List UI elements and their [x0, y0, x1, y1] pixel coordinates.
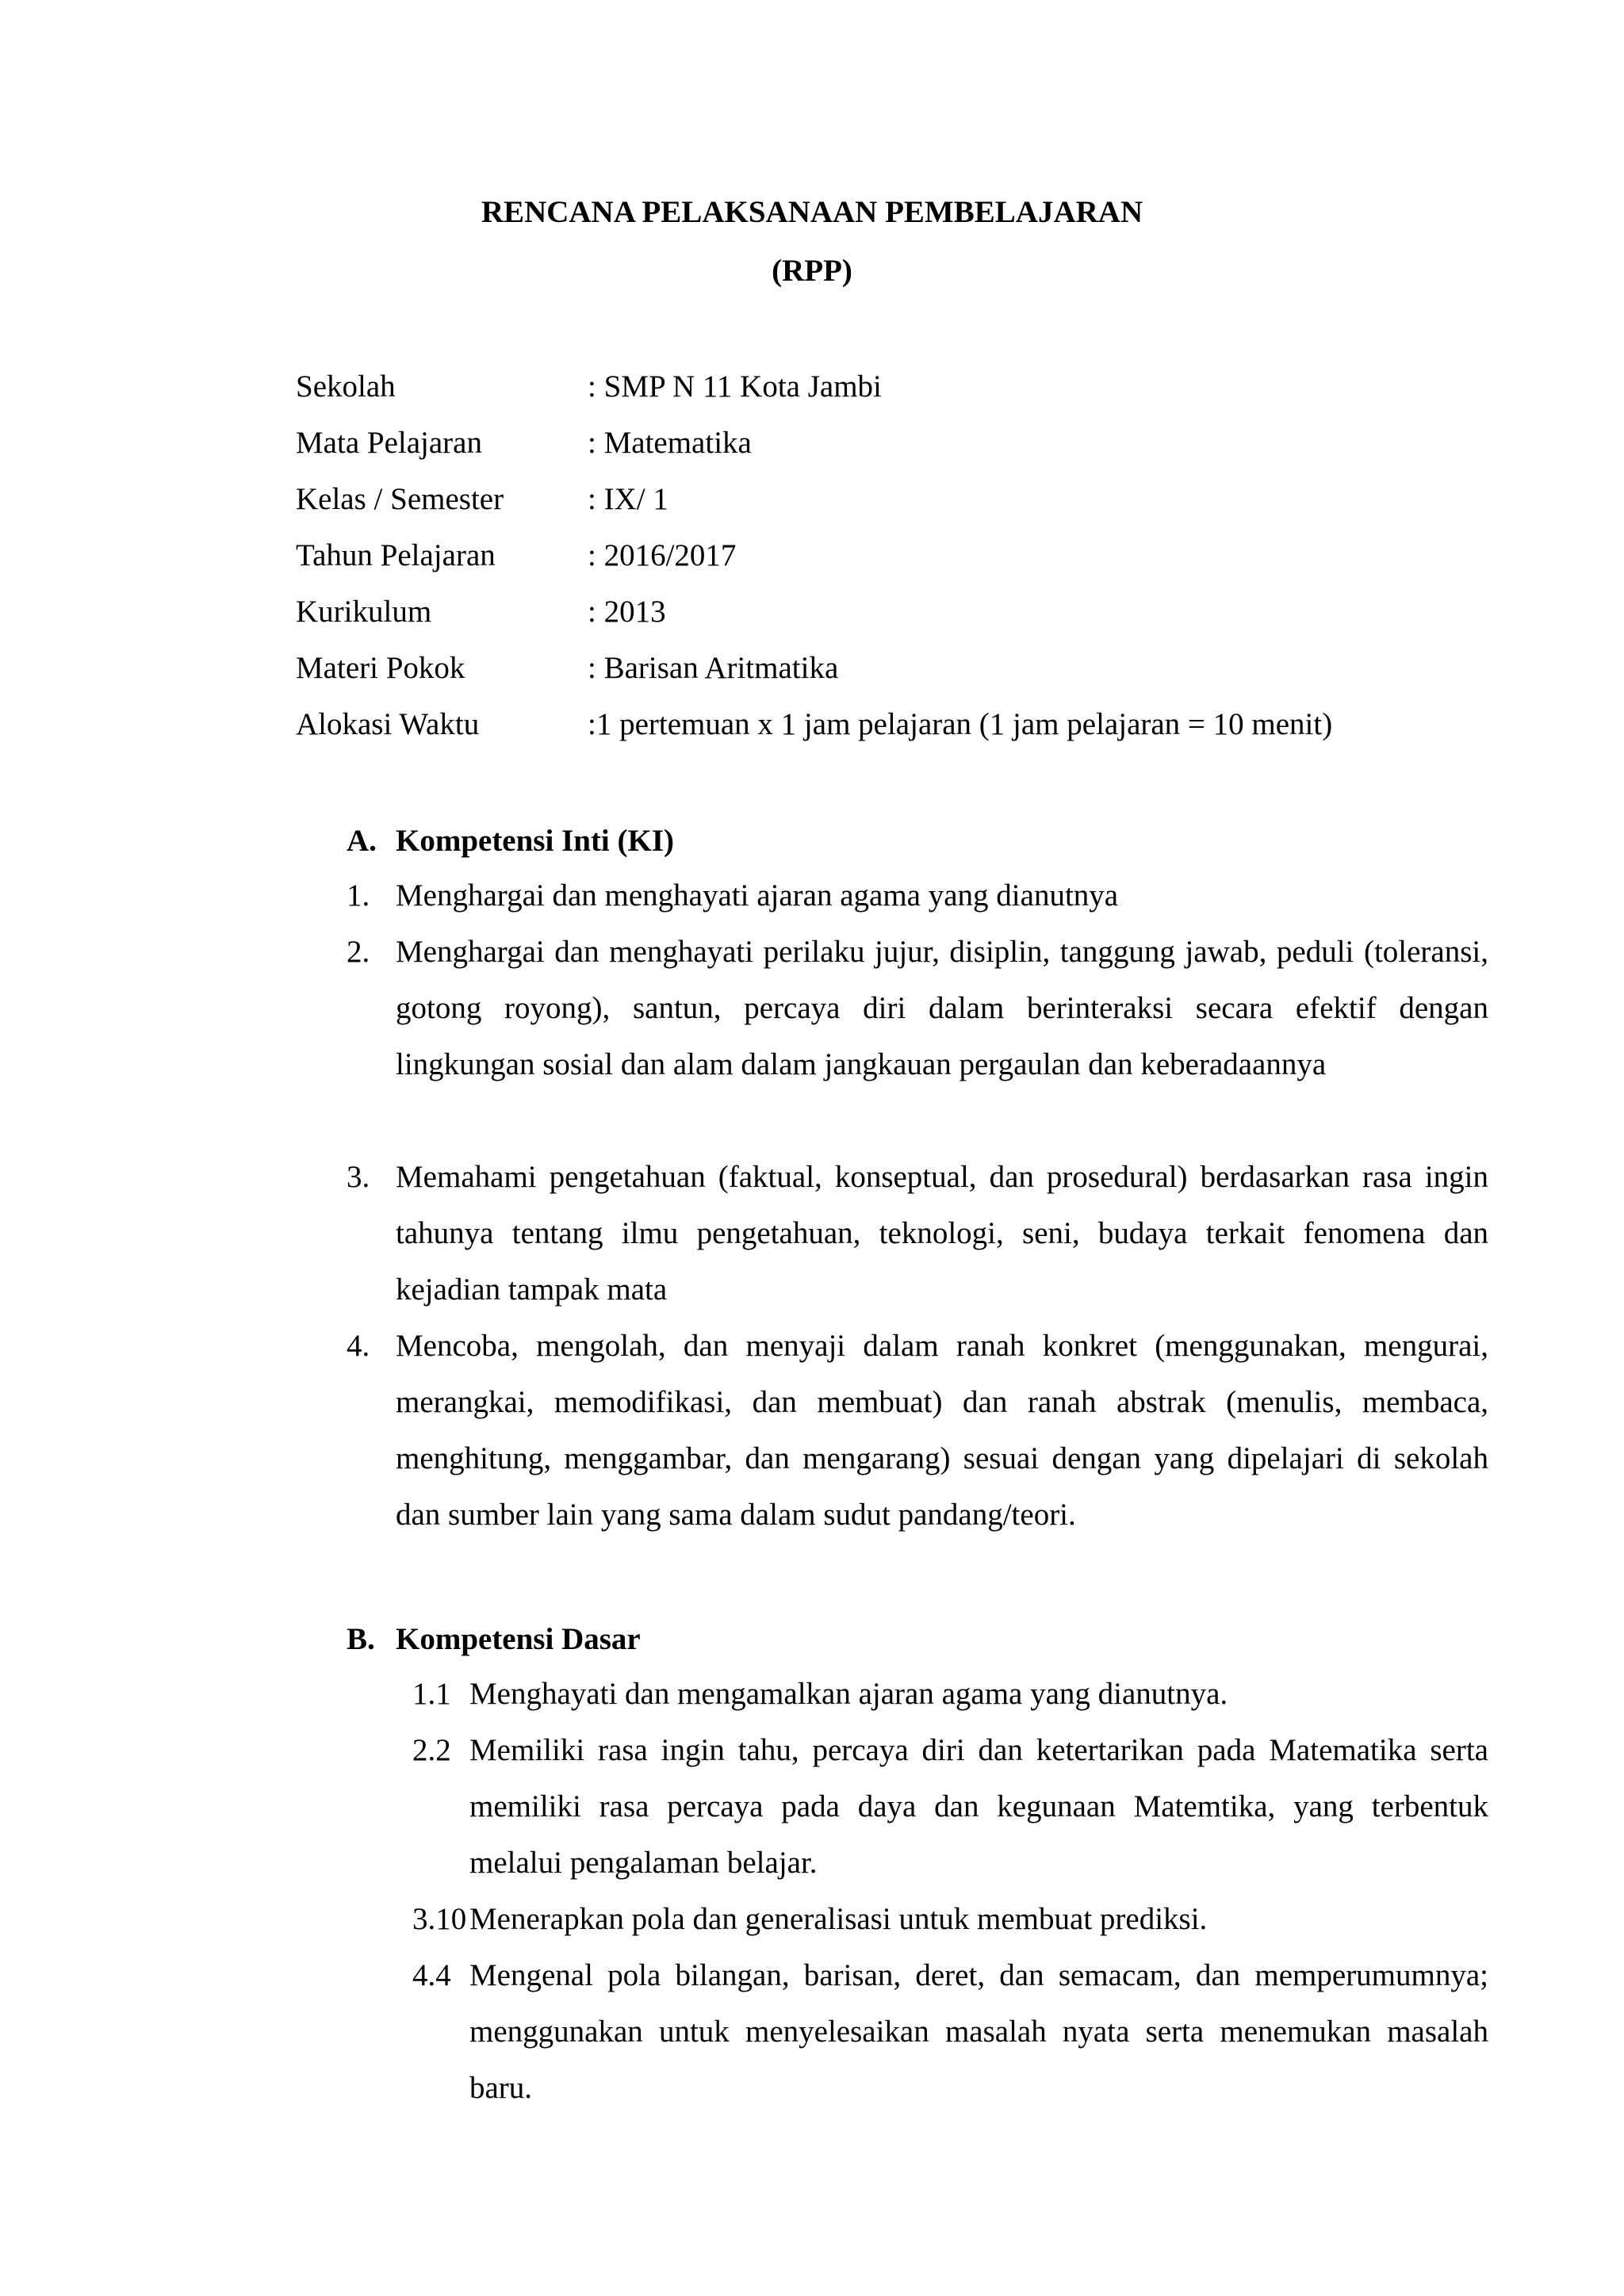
info-value: : Matematika: [588, 426, 752, 460]
item-number: 1.: [347, 878, 370, 913]
info-label: Sekolah: [296, 369, 396, 404]
info-value: :1 pertemuan x 1 jam pelajaran (1 jam pelajaran = 10 menit): [588, 707, 1333, 741]
list-item: [347, 867, 1488, 924]
list-item: [412, 1891, 1488, 1947]
item-text: Menerapkan pola dan generalisasi untuk membuat prediksi.: [469, 1902, 1208, 1936]
section-letter: A.: [347, 824, 377, 858]
item-number: 4.4: [412, 1958, 451, 1992]
info-value: : Barisan Aritmatika: [588, 651, 839, 685]
info-label: Materi Pokok: [296, 651, 465, 685]
info-value: : 2013: [588, 595, 666, 629]
section-letter: B.: [347, 1622, 375, 1656]
item-text: Menghargai dan menghayati perilaku jujur, disiplin, tanggung jawab, peduli (toleransi, gotong royong), santun, percaya diri dalam berinteraksi secara efektif dengan lingkungan sosial dan alam dalam jangkauan pergaulan dan keberadaannya: [396, 935, 1488, 1081]
info-row-curriculum: [296, 590, 1485, 634]
section-title: Kompetensi Inti (KI): [396, 824, 674, 858]
section-b-heading: [347, 1617, 981, 1662]
item-number: 4.: [347, 1329, 370, 1363]
document-title: RENCANA PELAKSANAAN PEMBELAJARAN: [481, 195, 1143, 229]
info-row-main-material: [296, 646, 1485, 691]
list-item: [347, 1149, 1488, 1318]
info-label: Alokasi Waktu: [296, 707, 480, 741]
info-label: Kelas / Semester: [296, 482, 504, 516]
item-text: Menghayati dan mengamalkan ajaran agama yang dianutnya.: [469, 1677, 1228, 1711]
document-subtitle: (RPP): [772, 254, 852, 288]
item-text: Mencoba, mengolah, dan menyaji dalam ranah konkret (menggunakan, mengurai, merangkai, memodifikasi, dan membuat) dan ranah abstrak (menulis, membaca, menghitung, menggambar, dan mengarang) sesuai dengan yang dipelajari di sekolah dan sumber lain yang sama dalam sudut pandang/teori.: [396, 1329, 1488, 1532]
item-text: Memahami pengetahuan (faktual, konseptual, dan prosedural) berdasarkan rasa ingin tahunya tentang ilmu pengetahuan, teknologi, seni, budaya terkait fenomena dan kejadian tampak mata: [396, 1160, 1488, 1307]
info-label: Mata Pelajaran: [296, 426, 482, 460]
item-number: 3.: [347, 1160, 370, 1194]
item-number: 3.10: [412, 1902, 467, 1936]
list-item: [412, 1947, 1488, 2116]
info-row-school: [296, 365, 1485, 409]
item-text: Memiliki rasa ingin tahu, percaya diri dan ketertarikan pada Matematika serta memiliki rasa percaya pada daya dan kegunaan Matemtika, yang terbentuk melalui pengalaman belajar.: [469, 1733, 1488, 1880]
list-item: [412, 1666, 1488, 1722]
item-number: 1.1: [412, 1677, 451, 1711]
item-number: 2.2: [412, 1733, 451, 1767]
section-title: Kompetensi Dasar: [396, 1622, 641, 1656]
info-row-time-allocation: [296, 702, 1485, 747]
info-row-subject: [296, 421, 1485, 465]
info-label: Kurikulum: [296, 595, 432, 629]
info-row-school-year: [296, 534, 1485, 578]
item-number: 2.: [347, 935, 370, 969]
item-text: Menghargai dan menghayati ajaran agama yang dianutnya: [396, 878, 1119, 913]
info-value: : SMP N 11 Kota Jambi: [588, 369, 882, 404]
info-label: Tahun Pelajaran: [296, 538, 496, 572]
info-row-class-semester: [296, 477, 1485, 522]
list-item: [347, 924, 1488, 1149]
list-item: [412, 1722, 1488, 1891]
info-value: : 2016/2017: [588, 538, 737, 572]
section-a-heading: [347, 819, 981, 863]
item-text: Mengenal pola bilangan, barisan, deret, dan semacam, dan memperumumnya; menggunakan untuk menyelesaikan masalah nyata serta menemukan masalah baru.: [469, 1958, 1488, 2105]
list-item: [347, 1318, 1488, 1599]
info-value: : IX/ 1: [588, 482, 668, 516]
